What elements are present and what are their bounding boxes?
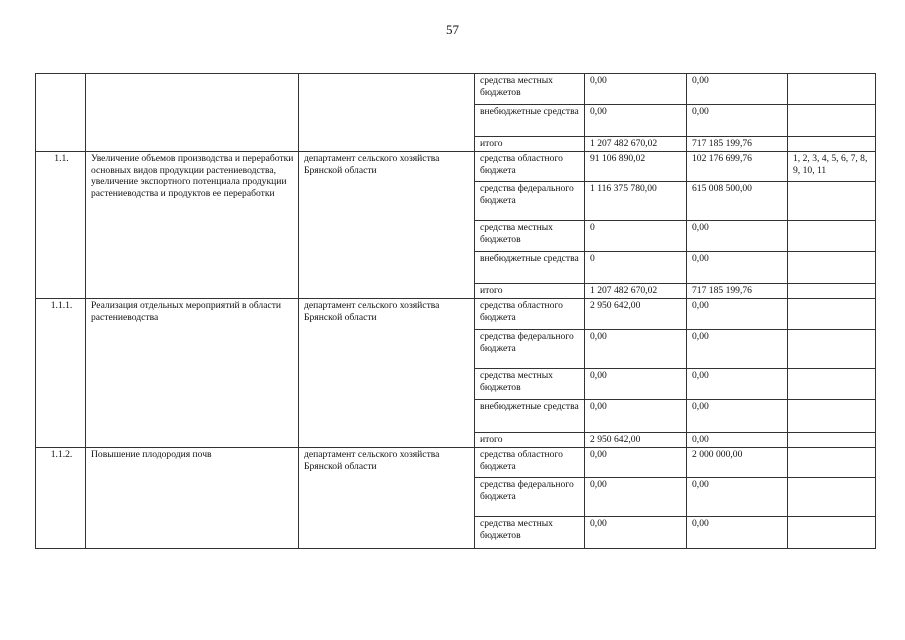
amount-cell: 1 116 375 780,00 [585, 182, 687, 221]
amount-cell: 0,00 [687, 105, 788, 137]
indicators-cell [788, 252, 876, 284]
indicators-cell [788, 400, 876, 433]
amount-cell: 2 950 642,00 [585, 433, 687, 448]
indicators-cell [788, 182, 876, 221]
indicators-cell [788, 517, 876, 549]
indicators-cell [788, 448, 876, 478]
funding-table [35, 73, 876, 549]
indicators-cell [788, 478, 876, 517]
amount-cell: 0,00 [585, 400, 687, 433]
amount-cell: 0,00 [585, 74, 687, 105]
amount-cell: 2 000 000,00 [687, 448, 788, 478]
item-number-cell [36, 74, 86, 152]
item-name-cell: Реализация отдельных мероприятий в области растениеводства [86, 299, 299, 448]
amount-cell: 0,00 [687, 252, 788, 284]
indicators-cell [788, 433, 876, 448]
funding-source-cell: средства местных бюджетов [475, 517, 585, 549]
table-body [36, 74, 876, 549]
amount-cell: 0,00 [585, 478, 687, 517]
amount-cell: 0,00 [585, 105, 687, 137]
amount-cell: 0,00 [585, 369, 687, 400]
indicators-cell [788, 74, 876, 105]
amount-cell: 1 207 482 670,02 [585, 137, 687, 152]
amount-cell: 717 185 199,76 [687, 284, 788, 299]
funding-source-cell: средства местных бюджетов [475, 221, 585, 252]
amount-cell: 0,00 [687, 221, 788, 252]
funding-source-cell: внебюджетные средства [475, 252, 585, 284]
amount-cell: 2 950 642,00 [585, 299, 687, 330]
amount-cell: 0,00 [687, 478, 788, 517]
amount-cell: 0,00 [585, 448, 687, 478]
amount-cell: 91 106 890,02 [585, 152, 687, 182]
page-number: 57 [446, 22, 459, 37]
amount-cell: 1 207 482 670,02 [585, 284, 687, 299]
funding-source-cell: итого [475, 284, 585, 299]
funding-source-cell: средства местных бюджетов [475, 74, 585, 105]
amount-cell: 0,00 [585, 517, 687, 549]
item-number-cell: 1.1. [36, 152, 86, 299]
funding-source-cell: итого [475, 137, 585, 152]
amount-cell: 0,00 [687, 400, 788, 433]
table-row [36, 74, 876, 105]
executor-cell: департамент сельского хозяйства Брянской области [299, 448, 475, 549]
item-number-cell: 1.1.1. [36, 299, 86, 448]
funding-source-cell: итого [475, 433, 585, 448]
executor-cell: департамент сельского хозяйства Брянской области [299, 152, 475, 299]
indicators-cell [788, 299, 876, 330]
indicators-cell: 1, 2, 3, 4, 5, 6, 7, 8, 9, 10, 11 [788, 152, 876, 182]
table-row [36, 299, 876, 330]
amount-cell: 0,00 [585, 330, 687, 369]
amount-cell: 0,00 [687, 74, 788, 105]
funding-source-cell: средства местных бюджетов [475, 369, 585, 400]
item-number-cell: 1.1.2. [36, 448, 86, 549]
amount-cell: 0,00 [687, 433, 788, 448]
table-row [36, 152, 876, 182]
amount-cell: 0,00 [687, 299, 788, 330]
amount-cell: 0 [585, 252, 687, 284]
funding-source-cell: средства федерального бюджета [475, 182, 585, 221]
executor-cell: департамент сельского хозяйства Брянской области [299, 299, 475, 448]
indicators-cell [788, 221, 876, 252]
executor-cell [299, 74, 475, 152]
indicators-cell [788, 330, 876, 369]
item-name-cell: Повышение плодородия почв [86, 448, 299, 549]
funding-source-cell: средства федерального бюджета [475, 330, 585, 369]
amount-cell: 0,00 [687, 517, 788, 549]
indicators-cell [788, 369, 876, 400]
funding-source-cell: средства федерального бюджета [475, 478, 585, 517]
amount-cell: 615 008 500,00 [687, 182, 788, 221]
item-name-cell: Увеличение объемов производства и переработки основных видов продукции растениеводства, увеличение экспортного потенциала продукции растениеводства и продуктов ее переработки [86, 152, 299, 299]
item-name-cell [86, 74, 299, 152]
funding-source-cell: средства областного бюджета [475, 152, 585, 182]
funding-source-cell: внебюджетные средства [475, 105, 585, 137]
amount-cell: 0,00 [687, 330, 788, 369]
funding-source-cell: внебюджетные средства [475, 400, 585, 433]
amount-cell: 0,00 [687, 369, 788, 400]
indicators-cell [788, 105, 876, 137]
amount-cell: 102 176 699,76 [687, 152, 788, 182]
indicators-cell [788, 137, 876, 152]
amount-cell: 717 185 199,76 [687, 137, 788, 152]
funding-source-cell: средства областного бюджета [475, 448, 585, 478]
indicators-cell [788, 284, 876, 299]
funding-source-cell: средства областного бюджета [475, 299, 585, 330]
table-row [36, 448, 876, 478]
amount-cell: 0 [585, 221, 687, 252]
